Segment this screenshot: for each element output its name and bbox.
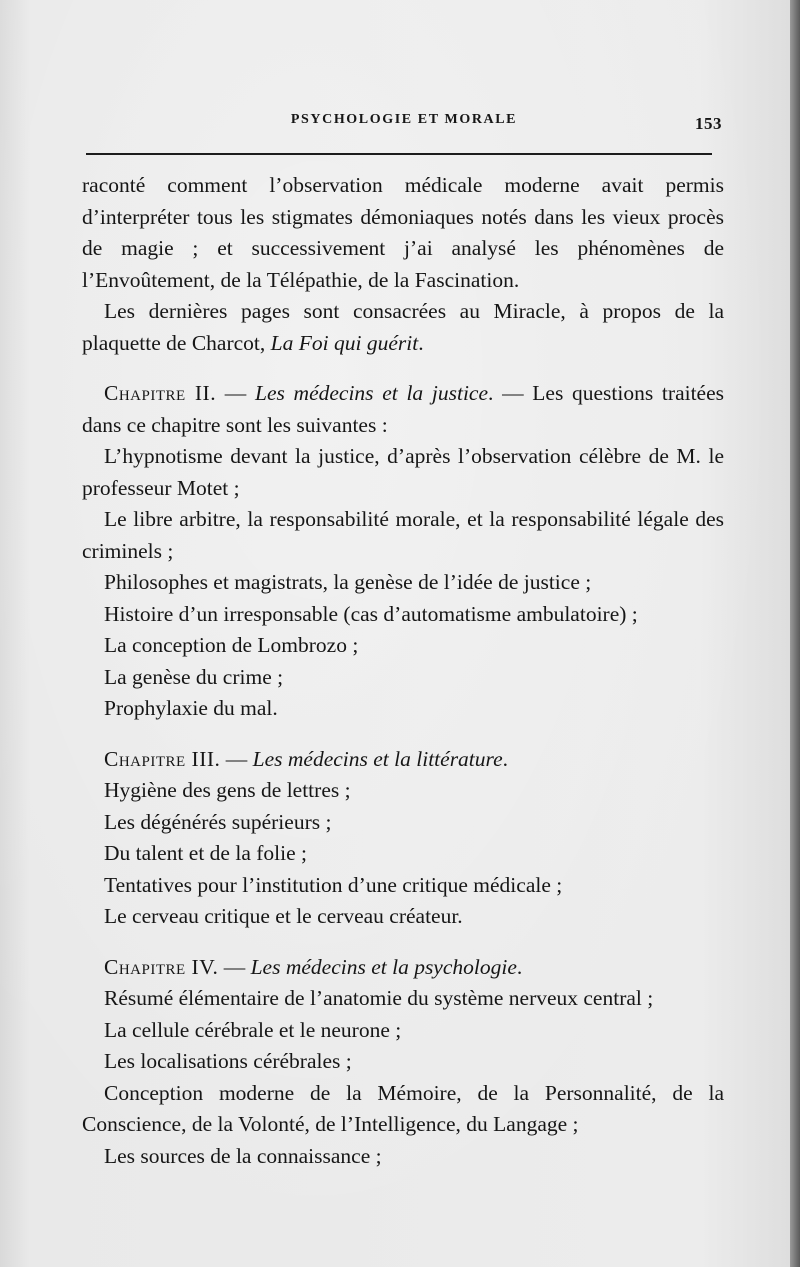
- body-text: [82, 170, 724, 1172]
- miracle-end: .: [418, 330, 424, 355]
- book-title-foi: La Foi qui guérit: [270, 330, 419, 355]
- chapter-3-item: Hygiène des gens de lettres ;: [104, 778, 351, 802]
- chapter-4-item: Conception moderne de la Mémoire, de la Personnalité, de la Conscience, de la Volonté, de l’Intelligence, du Langage ;: [82, 1080, 724, 1136]
- chapter-4-heading: [82, 952, 724, 984]
- chapter-3-item: Tentatives pour l’institution d’une critique médicale ;: [104, 872, 563, 897]
- chapter-2-dash: —: [216, 381, 255, 405]
- chapter-4-title: Les médecins et la psychologie: [250, 954, 517, 979]
- chapter-3-dash: —: [220, 746, 253, 771]
- chapter-2-item: La conception de Lombrozo ;: [104, 633, 359, 657]
- chapter-2-title: Les médecins et la justice: [254, 381, 488, 405]
- page-header: [86, 112, 722, 138]
- paragraph-miracle: [82, 296, 724, 359]
- chapter-4-item: Résumé élémentaire de l’anatomie du système nerveux central ;: [104, 986, 654, 1010]
- chapter-3-label: Chapitre III.: [104, 746, 221, 771]
- header-rule: [86, 153, 712, 155]
- chapter-2-label: Chapitre II.: [104, 381, 217, 405]
- running-title: PSYCHOLOGIE ET MORALE: [290, 112, 518, 127]
- miracle-text: Les dernières pages sont consacrées au Miracle, à propos de la plaquette de Charcot,: [82, 299, 724, 355]
- chapter-4-dash: —: [218, 954, 251, 979]
- paragraph-envoutement: raconté comment l’observation médicale moderne avait permis d’interpréter tous les stigmates démoniaques notés dans les vieux procès de magie ; et successivement j’ai analysé les phénomènes de l’Envoûtement, de la Télépathie, de la Fascination.: [82, 173, 724, 292]
- chapter-3-end: .: [502, 746, 509, 771]
- page-edge-shadow: [790, 0, 800, 1267]
- chapter-3-item: Du talent et de la folie ;: [104, 841, 307, 865]
- chapter-4-label: Chapitre IV.: [104, 954, 219, 979]
- chapter-2-item: L’hypnotisme devant la justice, d’après l’observation célèbre de M. le professeur Motet ;: [82, 444, 724, 500]
- chapter-4-item: La cellule cérébrale et le neurone ;: [104, 1017, 402, 1042]
- page-number: 153: [695, 114, 722, 133]
- chapter-4-end: .: [516, 954, 523, 979]
- chapter-4-item: Les localisations cérébrales ;: [104, 1049, 352, 1073]
- chapter-2-item: Prophylaxie du mal.: [104, 696, 278, 720]
- chapter-2-item: Le libre arbitre, la responsabilité morale, et la responsabilité légale des criminels ;: [82, 507, 724, 563]
- chapter-3-title: Les médecins et la littérature: [252, 746, 503, 771]
- chapter-2-item: Histoire d’un irresponsable (cas d’automatisme ambulatoire) ;: [104, 601, 638, 626]
- chapter-2-item: La genèse du crime ;: [104, 664, 284, 689]
- section-gap: [82, 933, 724, 952]
- chapter-3-heading: [82, 744, 724, 776]
- section-gap: [82, 359, 724, 378]
- chapter-2-item: Philosophes et magistrats, la genèse de l’idée de justice ;: [104, 570, 592, 594]
- chapter-4-item: Les sources de la connaissance ;: [104, 1143, 382, 1168]
- chapter-2-heading: [82, 378, 724, 441]
- chapter-3-item: Les dégénérés supérieurs ;: [104, 809, 332, 834]
- chapter-2-intro: . — Les questions traitées dans ce chapitre sont les suivantes :: [82, 381, 725, 437]
- section-gap: [82, 725, 724, 744]
- chapter-3-item: Le cerveau critique et le cerveau créateur.: [104, 904, 463, 928]
